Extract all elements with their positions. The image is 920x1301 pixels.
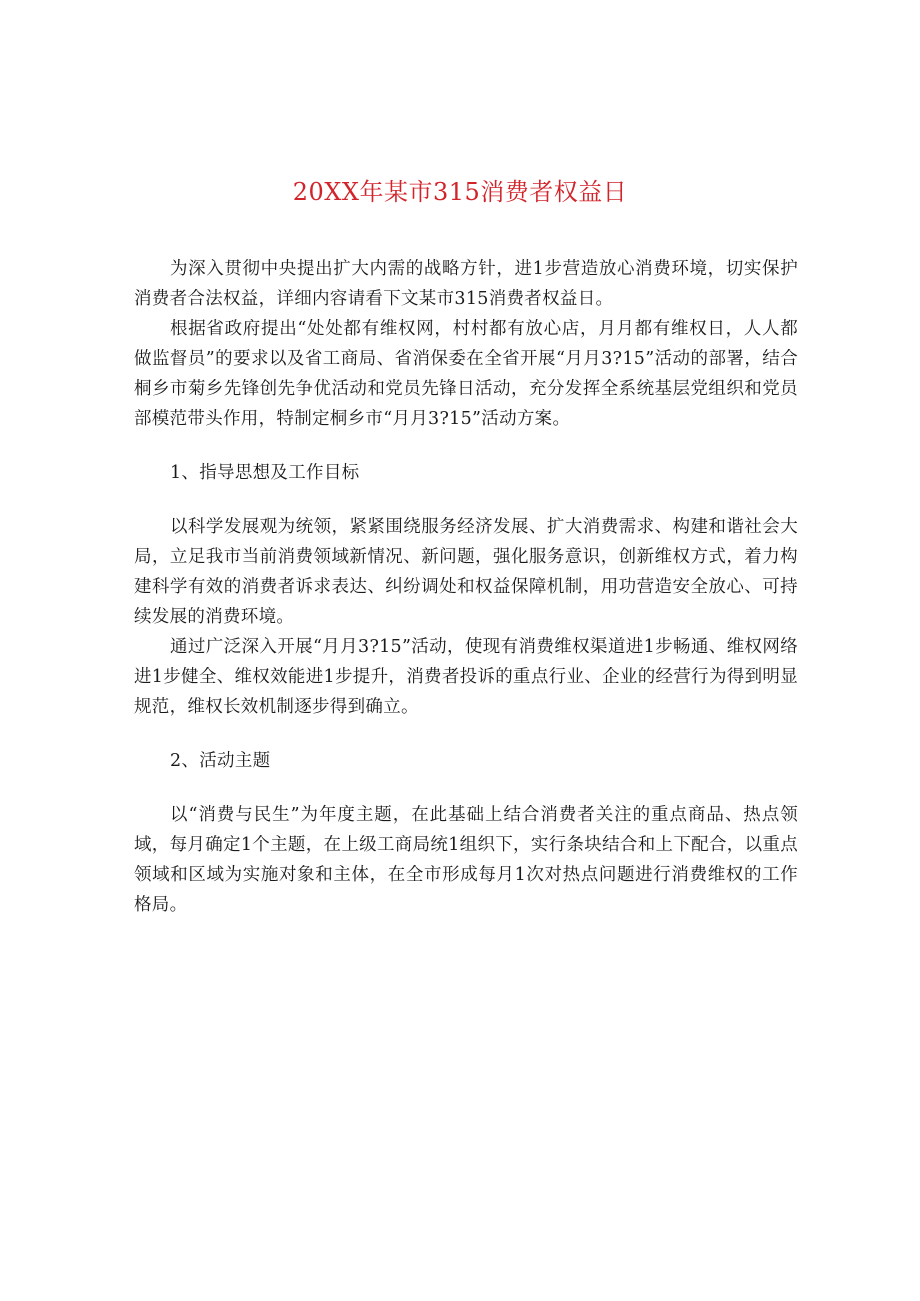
document-body <box>134 254 798 920</box>
paragraph-goals: 通过广泛深入开展“月月3?15”活动，使现有消费维权渠道进1步畅通、维权网络进1步健全、维权效能进1步提升，消费者投诉的重点行业、企业的经营行为得到明显规范，维权长效机制逐步得到确立。 <box>134 637 798 717</box>
section-heading-activity-theme: 2、活动主题 <box>170 751 271 771</box>
document-title: 20XX年某市315消费者权益日 <box>292 178 628 206</box>
section-heading-guiding-ideas: 1、指导思想及工作目标 <box>170 463 360 483</box>
paragraph-intro: 为深入贯彻中央提出扩大内需的战略方针，进1步营造放心消费环境，切实保护消费者合法权益，详细内容请看下文某市315消费者权益日。 <box>134 259 798 309</box>
paragraph-guiding-ideas: 以科学发展观为统领，紧紧围绕服务经济发展、扩大消费需求、构建和谐社会大局，立足我市当前消费领域新情况、新问题，强化服务意识，创新维权方式，着力构建科学有效的消费者诉求表达、纠纷调处和权益保障机制，用功营造安全放心、可持续发展的消费环境。 <box>134 517 798 627</box>
paragraph-activity-theme: 以“消费与民生”为年度主题，在此基础上结合消费者关注的重点商品、热点领域，每月确定1个主题，在上级工商局统1组织下，实行条块结合和上下配合，以重点领域和区域为实施对象和主体，在全市形成每月1次对热点问题进行消费维权的工作格局。 <box>134 805 798 915</box>
paragraph-basis: 根据省政府提出“处处都有维权网，村村都有放心店，月月都有维权日，人人都做监督员”的要求以及省工商局、省消保委在全省开展“月月3?15”活动的部署，结合桐乡市菊乡先锋创先争优活动和党员先锋日活动，充分发挥全系统基层党组织和党员部模范带头作用，特制定桐乡市“月月3?15”活动方案。 <box>134 319 798 429</box>
